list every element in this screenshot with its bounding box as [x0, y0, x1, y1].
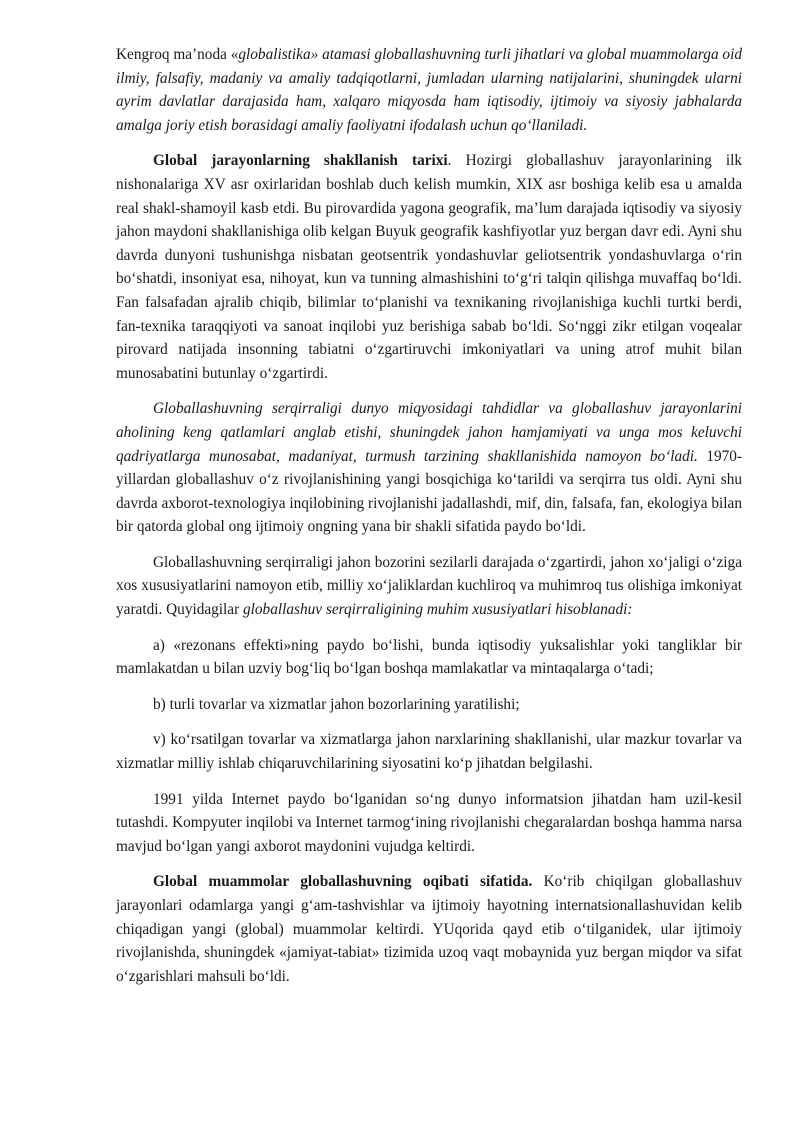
document-page: [116, 43, 742, 1000]
section-heading-problems: Global muammolar globallashuvning oqibati sifatida.: [153, 873, 533, 891]
list-item-b: b) turli tovarlar va xizmatlar jahon bozorlarining yaratilishi;: [153, 695, 520, 713]
paragraph-history: [116, 149, 742, 385]
paragraph-text: Globallashuvning serqirraligi jahon bozorini sezilarli darajada o‘zgartirdi, jahon xo‘jaligi o‘ziga xos xususiyatlarini namoyon etib, milliy xo‘jaliklardan kuchliroq va muhimroq tus olishiga imkoniyat yaratdi. Quyidagilar: [116, 553, 742, 619]
paragraph-text: Ko‘rib chiqilgan globallashuv jarayonlari odamlarga yangi g‘am-tashvishlar va ijtimoiy hayotning internatsionallashuvidan kelib chiqadigan yangi (global) muammolar keltirdi. YUqorida qayd etib o‘tilganidek, ular ijtimoiy rivojlanishda, shuningdek «jamiyat-tabiat» tizimida uzoq vaqt mobaynida yuz bergan miqdor va sifat o‘zgarishlari mahsuli bo‘ldi.: [116, 873, 742, 985]
italic-definition: globalistika» atamasi globallashuvning turli jihatlari va global muammolarga oid ilmiy, falsafiy, madaniy va amaliy tadqiqotlarni, jumladan ularning natijalarini, shuningdek ularni ayrim davlatlar darajasida ham, xalqaro miqyosda ham iqtisodiy, ijtimoiy va siyosiy jabhalarda amalga joriy etish borasidagi amaliy faoliyatni ifodalash uchun qo‘llaniladi.: [116, 46, 742, 134]
paragraph-internet: 1991 yilda Internet paydo bo‘lganidan so‘ng dunyo informatsion jihatdan ham uzil-kesil tutashdi. Kompyuter inqilobi va Internet tarmog‘ining rivojlanishi chegaralardan boshqa hamma narsa mavjud bo‘lgan yangi axborot maydonini vujudga keltirdi.: [116, 790, 742, 855]
paragraph-text: . Hozirgi globallashuv jarayonlarining ilk nishonalariga XV asr oxirlaridan boshlab duch kelish mumkin, XIX asr boshiga kelib esa u amalda real shakl-shamoyil kasb etdi. Bu pirovardida yagona geografik, ma’lum darajada iqtisodiy va siyosiy jahon maydoni shakllanishiga olib kelgan Buyuk geografik kashfiyotlar yuz bergan davr edi. Ayni shu davrda dunyoni tushunishga nisbatan geotsentrik yondashuvlar geliotsentrik yondashuvlarga o‘rin bo‘shatdi, insoniyat esa, nihoyat, kun va tunning almashishini to‘g‘ri talqin qilishga muvaffaq bo‘ldi. Fan falsafadan ajralib chiqib, bilimlar to‘planishi va texnikaning rivojlanishiga kuchli turtki berdi, fan-texnika taraqqiyoti va sanoat inqilobi yuz berishiga sabab bo‘ldi. So‘nggi zikr etilgan voqealar pirovard natijada insonning tabiatni o‘zgartiruvchi imkoniyatlari va uning atrof muhit bilan munosabatini butunlay o‘zgartirdi.: [116, 152, 742, 382]
list-item-a: a) «rezonans effekti»ning paydo bo‘lishi, bunda iqtisodiy yuksalishlar yoki tangliklar bir mamlakatdan u bilan uzviy bog‘liq bo‘lgan boshqa mamlakatlar va mintaqalarga o‘tadi;: [116, 636, 742, 678]
paragraph-text: Kengroq ma’noda «: [116, 46, 239, 63]
paragraph-text: 1970-yillardan globallashuv o‘z rivojlanishining yangi bosqichiga ko‘tarildi va serqirra tus oldi. Ayni shu davrda axborot-texnologiya inqilobining rivojlanishi jadallashdi, mif, din, falsafa, fan, ekologiya bilan bir qatorda global ong ijtimoiy ongning yana bir shakli sifatida paydo bo‘ldi.: [116, 447, 743, 536]
list-item-v: v) ko‘rsatilgan tovarlar va xizmatlarga jahon narxlarining shakllanishi, ular mazkur tovarlar va xizmatlar milliy ishlab chiqaruvchilarining siyosatini ko‘p jihatdan belgilashi.: [116, 731, 742, 773]
section-heading-history: Global jarayonlarning shakllanish tarixi: [153, 152, 448, 170]
paragraph-multifaceted: [116, 397, 742, 539]
italic-features-lead: globallashuv serqirraligining muhim xususiyatlari hisoblanadi:: [243, 601, 633, 619]
paragraph-definition: [116, 43, 742, 137]
italic-statement: Globallashuvning serqirraligi dunyo miqyosidagi tahdidlar va globallashuv jarayonlarini aholining keng qatlamlari anglab etishi, shuningdek jahon hamjamiyati va unga mos keluvchi qadriyatlarga munosabat, madaniyat, turmush tarzining shakllanishida namoyon bo‘ladi.: [116, 400, 742, 465]
paragraph-world-market: [116, 551, 742, 622]
paragraph-global-problems: [116, 870, 742, 988]
